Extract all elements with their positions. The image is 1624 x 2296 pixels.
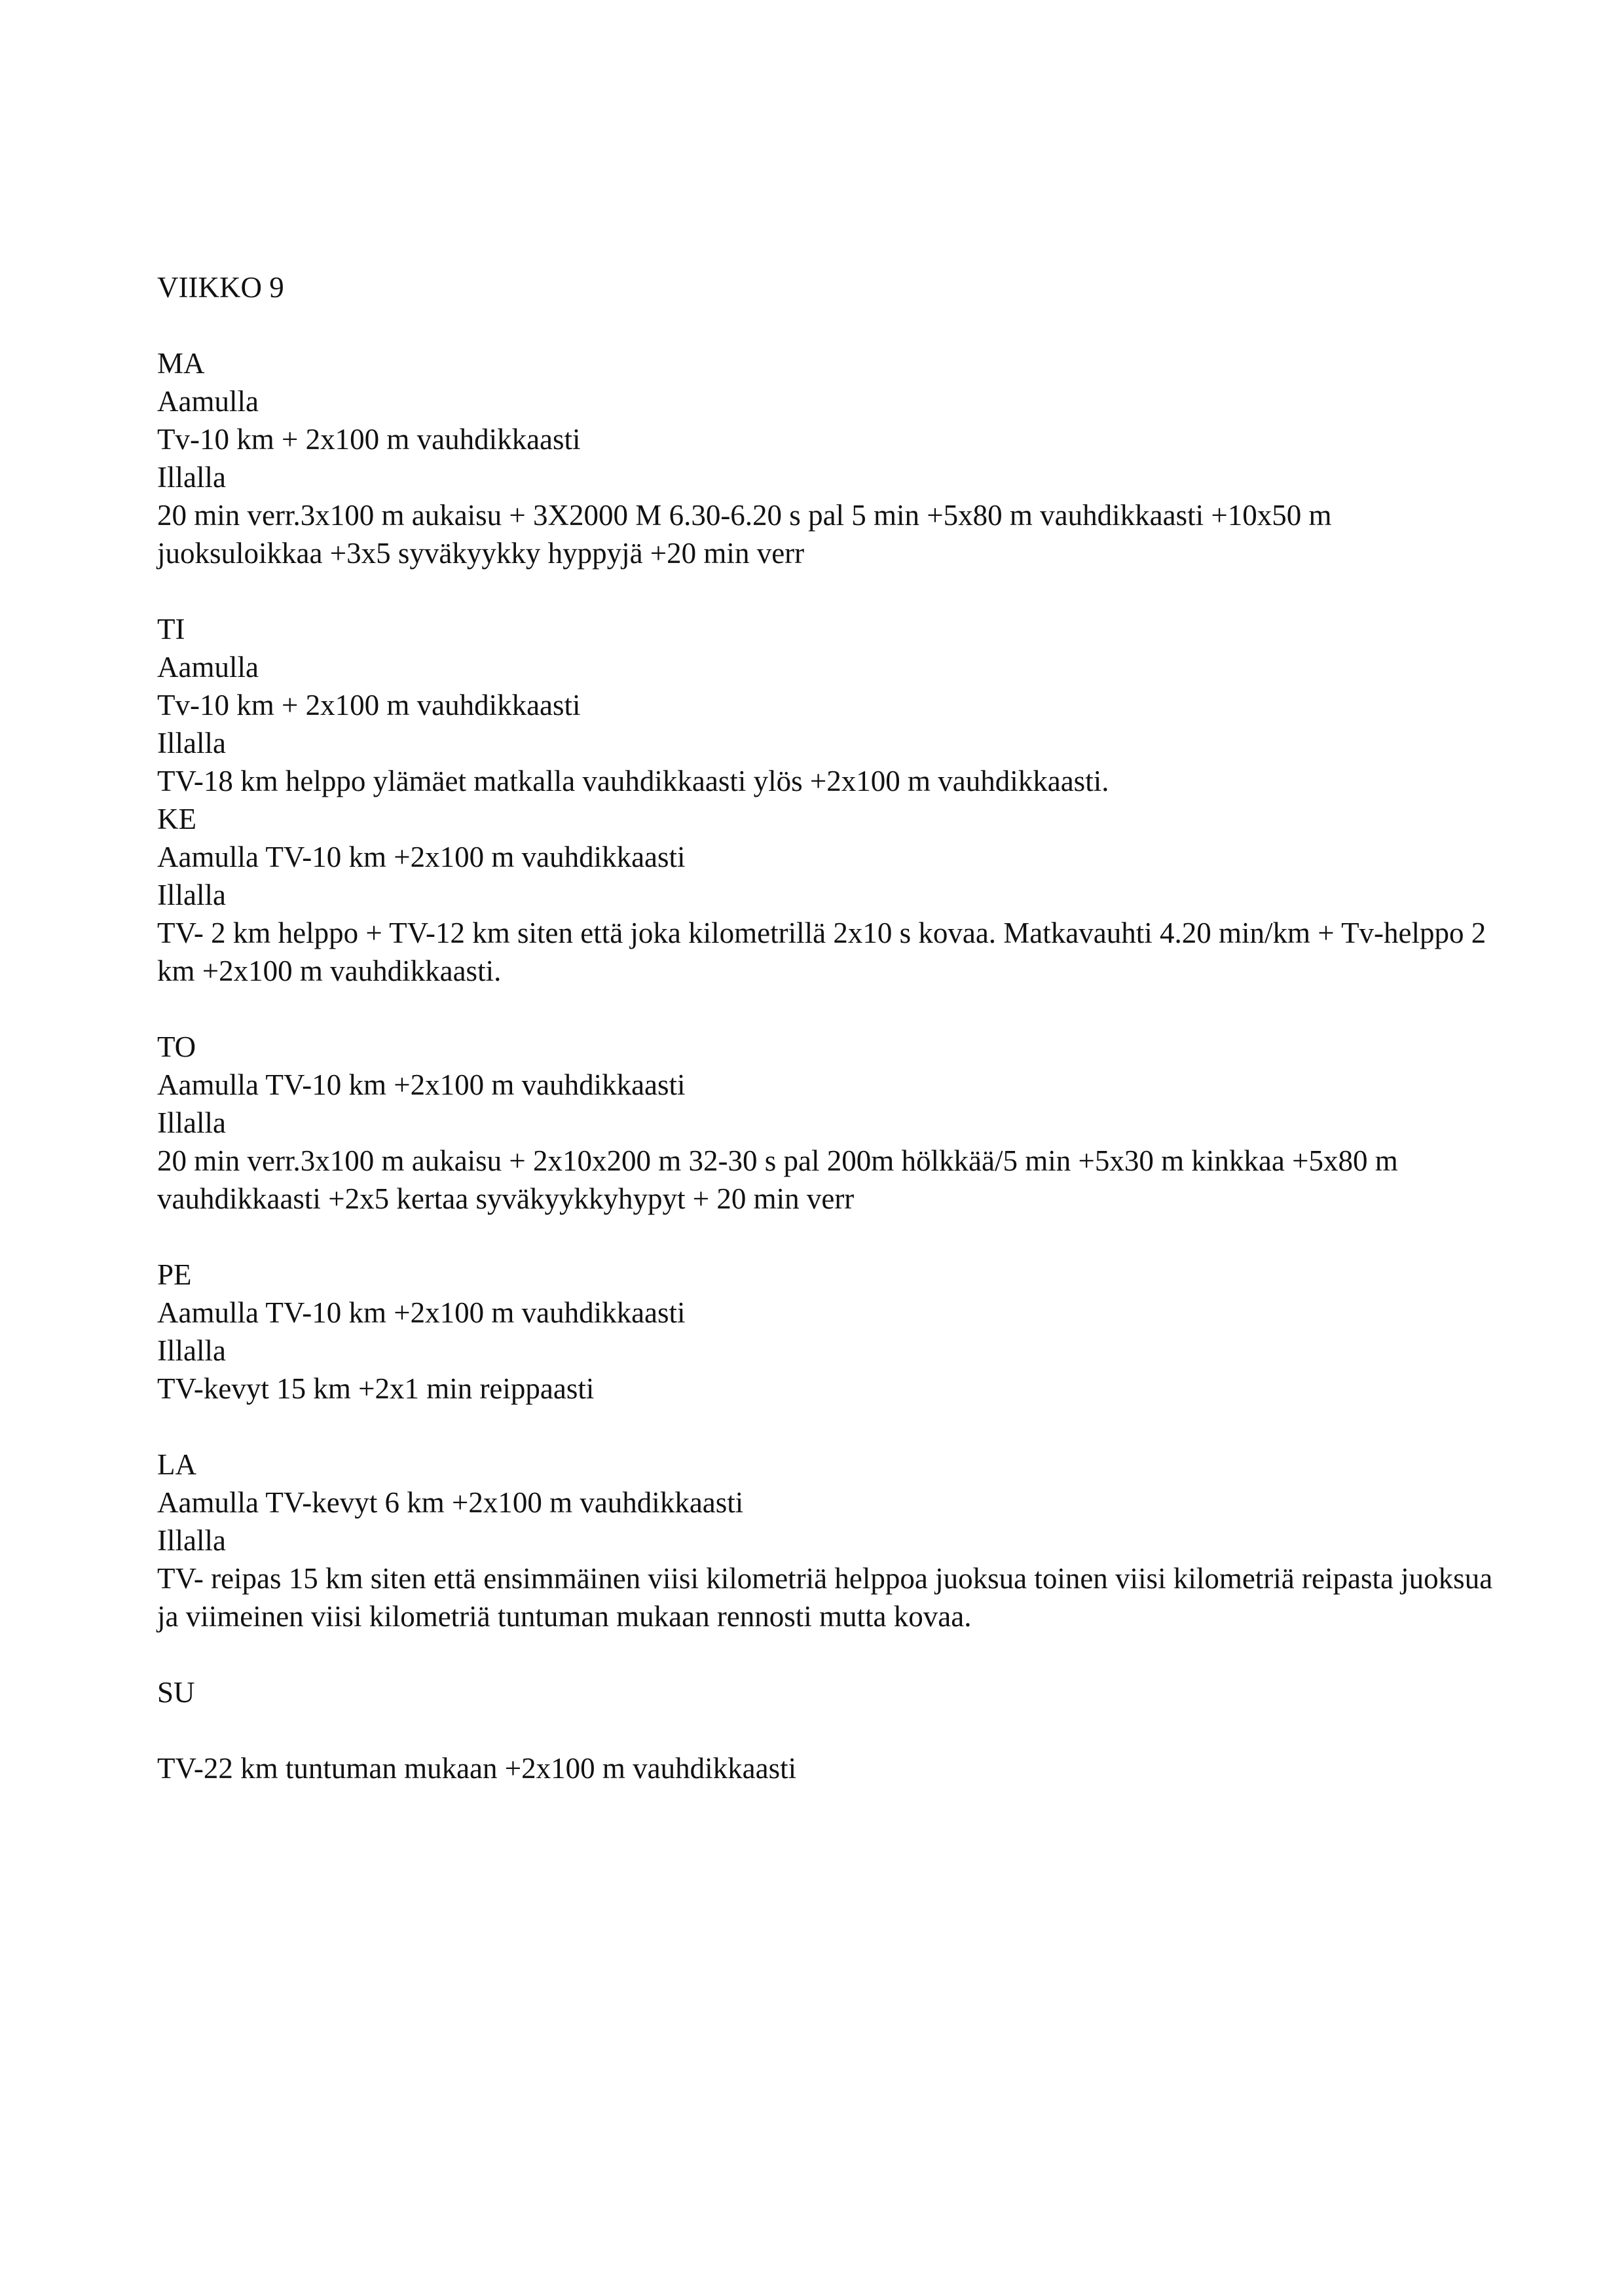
day-heading: LA (157, 1448, 196, 1481)
day-heading: PE (157, 1258, 192, 1291)
spacer (157, 1711, 1519, 1749)
day-section-ke (157, 800, 1519, 990)
session-line: TV-18 km helppo ylämäet matkalla vauhdikkaasti ylös +2x100 m vauhdikkaasti. (157, 765, 1109, 797)
day-heading: KE (157, 803, 196, 835)
session-line: Aamulla TV-10 km +2x100 m vauhdikkaasti (157, 1296, 686, 1329)
day-heading: TI (157, 613, 185, 646)
spacer (157, 572, 1519, 610)
day-heading: MA (157, 347, 205, 380)
session-line: TV-kevyt 15 km +2x1 min reippaasti (157, 1372, 595, 1405)
session-line: Aamulla TV-10 km +2x100 m vauhdikkaasti (157, 841, 686, 873)
session-line: TV- 2 km helppo + TV-12 km siten että joka kilometrillä 2x10 s kovaa. Matkavauhti 4.20 min/km + Tv-helppo 2 km +2x100 m vauhdikkaasti. (157, 917, 1486, 987)
day-section-la (157, 1446, 1519, 1635)
document-page (157, 268, 1519, 1787)
session-line: Tv-10 km + 2x100 m vauhdikkaasti (157, 689, 581, 721)
session-line: Illalla (157, 461, 226, 494)
session-line: 20 min verr.3x100 m aukaisu + 2x10x200 m 32-30 s pal 200m hölkkää/5 min +5x30 m kinkkaa +5x80 m vauhdikkaasti +2x5 kertaa syväkyykkyhypyt + 20 min verr (157, 1144, 1398, 1215)
spacer (157, 990, 1519, 1028)
spacer (157, 1408, 1519, 1446)
session-line: Tv-10 km + 2x100 m vauhdikkaasti (157, 423, 581, 456)
session-line: Illalla (157, 1106, 226, 1139)
document-title: VIIKKO 9 (157, 271, 284, 304)
day-section-to (157, 1028, 1519, 1218)
day-section-ti (157, 610, 1519, 800)
spacer (157, 1218, 1519, 1256)
session-line: Aamulla (157, 651, 259, 683)
day-section-su (157, 1673, 1519, 1787)
spacer (157, 1635, 1519, 1673)
session-line: Aamulla TV-kevyt 6 km +2x100 m vauhdikkaasti (157, 1486, 744, 1519)
session-line: Illalla (157, 1334, 226, 1367)
session-line: Aamulla TV-10 km +2x100 m vauhdikkaasti (157, 1068, 686, 1101)
session-line: 20 min verr.3x100 m aukaisu + 3X2000 M 6.30-6.20 s pal 5 min +5x80 m vauhdikkaasti +10x50 m juoksuloikkaa +3x5 syväkyykky hyppyjä +20 min verr (157, 499, 1332, 570)
session-line: TV- reipas 15 km siten että ensimmäinen viisi kilometriä helppoa juoksua toinen viisi kilometriä reipasta juoksua ja viimeinen viisi kilometriä tuntuman mukaan rennosti mutta kovaa. (157, 1562, 1493, 1633)
day-heading: SU (157, 1676, 195, 1709)
session-line: Aamulla (157, 385, 259, 418)
session-line: TV-22 km tuntuman mukaan +2x100 m vauhdikkaasti (157, 1752, 797, 1785)
day-section-pe (157, 1256, 1519, 1408)
session-line: Illalla (157, 727, 226, 759)
session-line: Illalla (157, 1524, 226, 1557)
session-line: Illalla (157, 879, 226, 911)
day-heading: TO (157, 1030, 196, 1063)
day-section-ma (157, 344, 1519, 572)
